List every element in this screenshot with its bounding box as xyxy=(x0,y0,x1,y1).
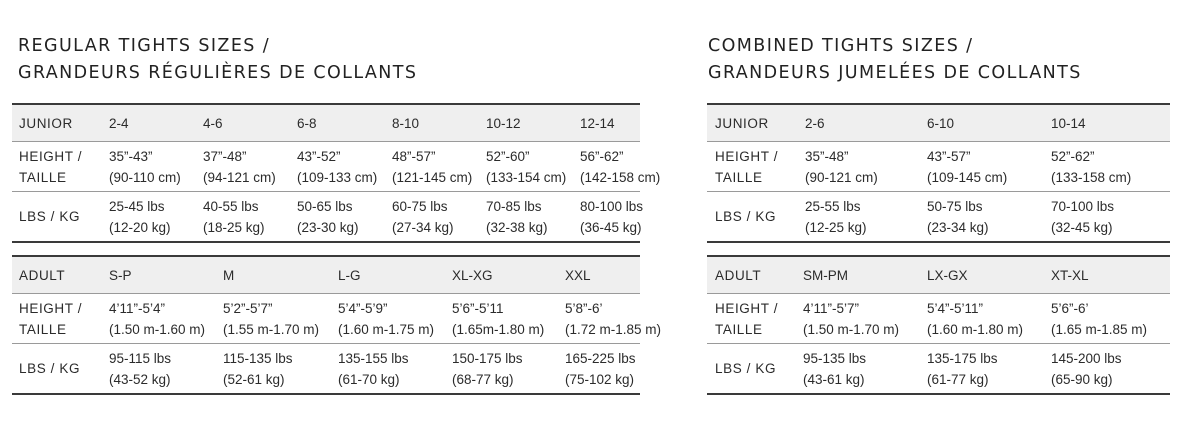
size-cell: S-P xyxy=(109,267,132,283)
row-label-weight: LBS / KG xyxy=(715,361,777,376)
height-cell: 52”-60” (133-154 cm) xyxy=(486,148,567,185)
regular-title-line-1: REGULAR TIGHTS SIZES / xyxy=(18,36,271,56)
regular-junior-table xyxy=(12,103,661,243)
regular-adult-table xyxy=(12,255,662,395)
size-cell: 12-14 xyxy=(580,115,615,131)
size-cell: 4-6 xyxy=(203,115,223,131)
weight-cell: 70-85 lbs (32-38 kg) xyxy=(486,198,548,235)
weight-cell: 60-75 lbs (27-34 kg) xyxy=(392,198,454,235)
height-cell: 56”-62” (142-158 cm) xyxy=(580,148,661,185)
height-cell: 5’4”-5’9” (1.60 m-1.75 m) xyxy=(338,300,435,337)
height-cell: 5’2”-5’7” (1.55 m-1.70 m) xyxy=(223,300,320,337)
height-cell: 5’6”-5’11 (1.65m-1.80 m) xyxy=(452,300,545,337)
size-cell: LX-GX xyxy=(927,267,968,283)
height-cell: 37”-48” (94-121 cm) xyxy=(203,148,276,185)
row-label-weight: LBS / KG xyxy=(19,209,81,224)
weight-cell: 25-55 lbs (12-25 kg) xyxy=(805,198,867,235)
height-cell: 48”-57” (121-145 cm) xyxy=(392,148,473,185)
height-cell: 35”-43” (90-110 cm) xyxy=(109,148,181,185)
row-label-junior: JUNIOR xyxy=(19,115,73,131)
size-cell: 10-12 xyxy=(486,115,521,131)
table-row-height xyxy=(707,294,1170,344)
height-cell: 52”-62” (133-158 cm) xyxy=(1051,148,1132,185)
regular-title-line-2: GRANDEURS RÉGULIÈRES DE COLLANTS xyxy=(18,63,418,83)
table-row-weight xyxy=(12,344,640,393)
regular-sizes-title xyxy=(18,33,417,87)
combined-junior-table xyxy=(707,103,1170,243)
height-cell: 35”-48” (90-121 cm) xyxy=(805,148,878,185)
row-label-height: HEIGHT / TAILLE xyxy=(715,300,779,337)
combined-title-line-1: COMBINED TIGHTS SIZES / xyxy=(708,36,974,56)
weight-cell: 135-155 lbs (61-70 kg) xyxy=(338,350,409,387)
row-label-height: HEIGHT / TAILLE xyxy=(19,148,83,185)
weight-cell: 165-225 lbs (75-102 kg) xyxy=(565,350,636,387)
combined-adult-table xyxy=(707,255,1170,395)
table-row-height xyxy=(707,142,1170,192)
size-cell: 2-4 xyxy=(109,115,129,131)
weight-cell: 145-200 lbs (65-90 kg) xyxy=(1051,350,1122,387)
weight-cell: 40-55 lbs (18-25 kg) xyxy=(203,198,265,235)
size-cell: 10-14 xyxy=(1051,115,1086,131)
table-header-row xyxy=(12,257,640,294)
table-row-weight xyxy=(707,344,1170,393)
table-row-height xyxy=(12,142,661,192)
size-cell: XXL xyxy=(565,267,591,283)
weight-cell: 150-175 lbs (68-77 kg) xyxy=(452,350,523,387)
row-label-height: HEIGHT / TAILLE xyxy=(715,148,779,185)
size-cell: XL-XG xyxy=(452,267,493,283)
height-cell: 5’4”-5’11” (1.60 m-1.80 m) xyxy=(927,300,1024,337)
row-label-weight: LBS / KG xyxy=(715,209,777,224)
row-label-junior: JUNIOR xyxy=(715,115,769,131)
size-cell: 6-8 xyxy=(297,115,317,131)
table-row-height xyxy=(12,294,662,344)
weight-cell: 50-65 lbs (23-30 kg) xyxy=(297,198,359,235)
height-cell: 5’6”-6’ (1.65 m-1.85 m) xyxy=(1051,300,1148,337)
size-cell: M xyxy=(223,267,235,283)
row-label-adult: ADULT xyxy=(715,267,762,283)
size-cell: 2-6 xyxy=(805,115,825,131)
size-cell: XT-XL xyxy=(1051,267,1089,283)
weight-cell: 25-45 lbs (12-20 kg) xyxy=(109,198,171,235)
height-cell: 5’8”-6’ (1.72 m-1.85 m) xyxy=(565,300,662,337)
table-header-row xyxy=(707,105,1170,142)
combined-sizes-title xyxy=(708,33,1082,87)
weight-cell: 95-115 lbs (43-52 kg) xyxy=(109,350,172,387)
table-row-weight xyxy=(12,192,644,241)
height-cell: 43”-57” (109-145 cm) xyxy=(927,148,1008,185)
row-label-height: HEIGHT / TAILLE xyxy=(19,300,83,337)
height-cell: 4’11”-5’4” (1.50 m-1.60 m) xyxy=(109,300,206,337)
weight-cell: 95-135 lbs (43-61 kg) xyxy=(803,350,867,387)
weight-cell: 115-135 lbs (52-61 kg) xyxy=(223,350,293,387)
size-cell: 6-10 xyxy=(927,115,955,131)
size-cell: L-G xyxy=(338,267,361,283)
weight-cell: 50-75 lbs (23-34 kg) xyxy=(927,198,989,235)
table-header-row xyxy=(12,105,640,142)
weight-cell: 80-100 lbs (36-45 kg) xyxy=(580,198,644,235)
size-cell: SM-PM xyxy=(803,267,848,283)
size-cell: 8-10 xyxy=(392,115,420,131)
weight-cell: 70-100 lbs (32-45 kg) xyxy=(1051,198,1115,235)
height-cell: 43”-52” (109-133 cm) xyxy=(297,148,378,185)
table-header-row xyxy=(707,257,1170,294)
table-row-weight xyxy=(707,192,1170,241)
row-label-adult: ADULT xyxy=(19,267,66,283)
weight-cell: 135-175 lbs (61-77 kg) xyxy=(927,350,998,387)
height-cell: 4’11”-5’7” (1.50 m-1.70 m) xyxy=(803,300,900,337)
row-label-weight: LBS / KG xyxy=(19,361,81,376)
combined-title-line-2: GRANDEURS JUMELÉES DE COLLANTS xyxy=(708,63,1082,83)
